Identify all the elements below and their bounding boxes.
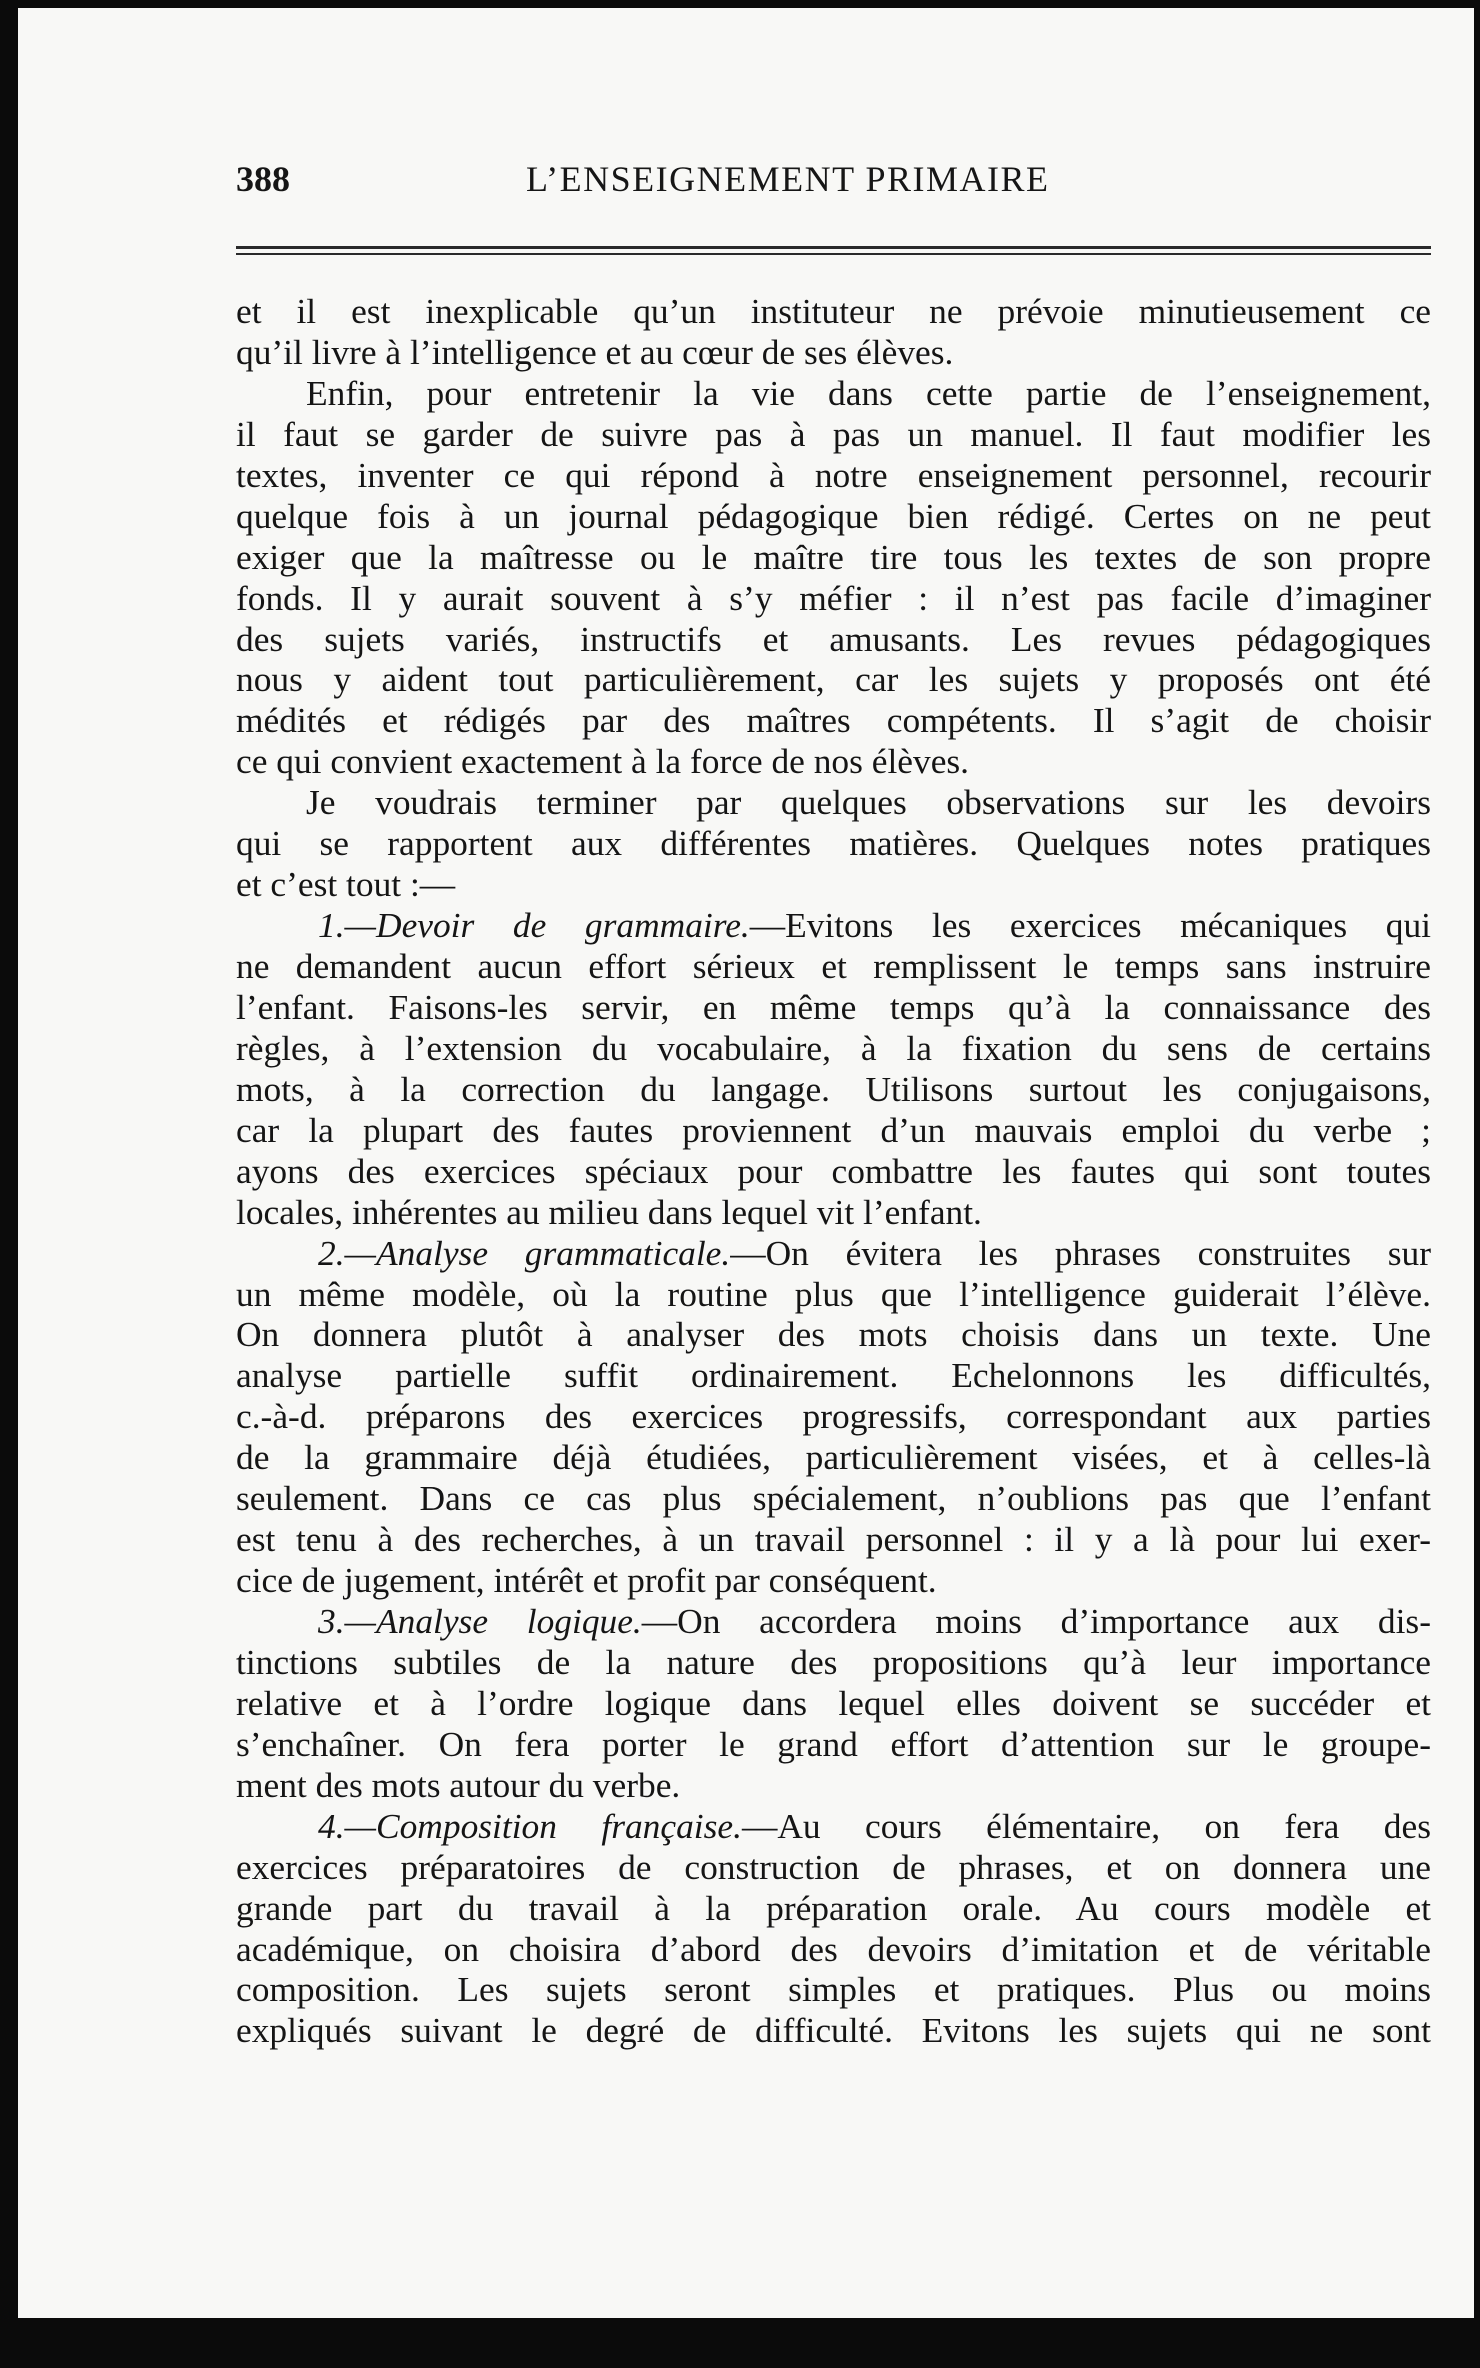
text-line: ne demandent aucun effort sérieux et remplissent le temps sans instruire [236,946,1431,986]
text-line: de la grammaire déjà étudiées, particulièrement visées, et à celles-là [236,1437,1431,1478]
text-line: cice de jugement, intérêt et profit par conséquent. [236,1560,937,1601]
text-line: un même modèle, où la routine plus que l’intelligence guiderait l’élève. [236,1273,1431,1314]
section-heading: 4.—Composition française. [318,1805,742,1846]
text-line: quelque fois à un journal pédagogique bien rédigé. Certes on ne peut [236,495,1431,536]
text-line: Je voudrais terminer par quelques observations sur les devoirs [306,782,1431,823]
body-text [236,291,1431,2051]
text-line: exiger que la maîtresse ou le maître tire tous les textes de son propre [236,536,1431,577]
text-line: qu’il livre à l’intelligence et au cœur de ses élèves. [236,331,954,372]
section-lead-text: —Au cours élémentaire, on fera des [741,1805,1431,1846]
header-rule-bottom [236,253,1431,255]
text-line: grande part du travail à la préparation orale. Au cours modèle et [236,1887,1431,1928]
section-heading: 1.—Devoir de grammaire. [318,905,750,946]
text-line: textes, inventer ce qui répond à notre enseignement personnel, recourir [236,454,1431,495]
text-line: car la plupart des fautes proviennent d’un mauvais emploi du verbe ; [236,1109,1431,1150]
section-heading: 3.—Analyse logique. [318,1601,642,1641]
text-line: locales, inhérentes au milieu dans lequel vit l’enfant. [236,1191,982,1232]
text-line: seulement. Dans ce cas plus spécialement, n’oublions pas que l’enfant [236,1478,1431,1519]
text-line: On donnera plutôt à analyser des mots choisis dans un texte. Une [236,1314,1431,1355]
text-line: des sujets variés, instructifs et amusants. Les revues pédagogiques [236,618,1431,659]
text-line: et c’est tout :— [236,864,456,905]
text-line: mots, à la correction du langage. Utilisons surtout les conjugaisons, [236,1068,1431,1109]
text-line: fonds. Il y aurait souvent à s’y méfier : il n’est pas facile d’imaginer [236,577,1431,618]
section-lead-text: —On accordera moins d’importance aux dis- [641,1601,1431,1641]
text-line: qui se rapportent aux différentes matières. Quelques notes pratiques [236,823,1431,864]
section-lead-text: —Evitons les exercices mécaniques qui [749,905,1431,946]
page [18,8,1474,2318]
text-line: et il est inexplicable qu’un instituteur ne prévoie minutieusement ce [236,291,1431,331]
header-double-rule [236,246,1431,258]
section-lead-line [236,1806,1431,1847]
text-line: tinctions subtiles de la nature des propositions qu’à leur importance [236,1641,1431,1682]
text-line: nous y aident tout particulièrement, car les sujets y proposés ont été [236,659,1431,700]
text-line: exercices préparatoires de construction de phrases, et on donnera une [236,1846,1431,1887]
text-line: expliqués suivant le degré de difficulté. Evitons les sujets qui ne sont [236,2010,1431,2051]
page-number: 388 [236,159,290,199]
text-line: est tenu à des recherches, à un travail personnel : il y a là pour lui exer- [236,1519,1431,1560]
text-line: analyse partielle suffit ordinairement. Echelonnons les difficultés, [236,1355,1431,1396]
text-line: ce qui convient exactement à la force de nos élèves. [236,741,970,782]
section-lead-text: —On évitera les phrases construites sur [730,1232,1431,1273]
text-line: composition. Les sujets seront simples et pratiques. Plus ou moins [236,1969,1431,2010]
section-lead-line [236,1601,1431,1642]
text-line: médités et rédigés par des maîtres compétents. Il s’agit de choisir [236,700,1431,741]
text-line: relative et à l’ordre logique dans lequel elles doivent se succéder et [236,1682,1431,1723]
running-head [236,158,1146,218]
text-line: il faut se garder de suivre pas à pas un manuel. Il faut modifier les [236,413,1431,454]
section-lead-line [236,905,1431,946]
text-line: l’enfant. Faisons-les servir, en même temps qu’à la connaissance des [236,986,1431,1027]
section-heading: 2.—Analyse grammaticale. [318,1232,731,1273]
header-rule-top [236,246,1431,249]
text-line: ayons des exercices spéciaux pour combattre les fautes qui sont toutes [236,1150,1431,1191]
text-line: académique, on choisira d’abord des devoirs d’imitation et de véritable [236,1928,1431,1969]
text-line: s’enchaîner. On fera porter le grand effort d’attention sur le groupe- [236,1723,1431,1764]
journal-title: L’ENSEIGNEMENT PRIMAIRE [526,159,1050,199]
section-lead-line [236,1233,1431,1274]
text-line: Enfin, pour entretenir la vie dans cette partie de l’enseignement, [306,372,1431,413]
text-line: ment des mots autour du verbe. [236,1764,681,1805]
text-line: règles, à l’extension du vocabulaire, à la fixation du sens de certains [236,1027,1431,1068]
text-line: c.-à-d. préparons des exercices progressifs, correspondant aux parties [236,1396,1431,1437]
